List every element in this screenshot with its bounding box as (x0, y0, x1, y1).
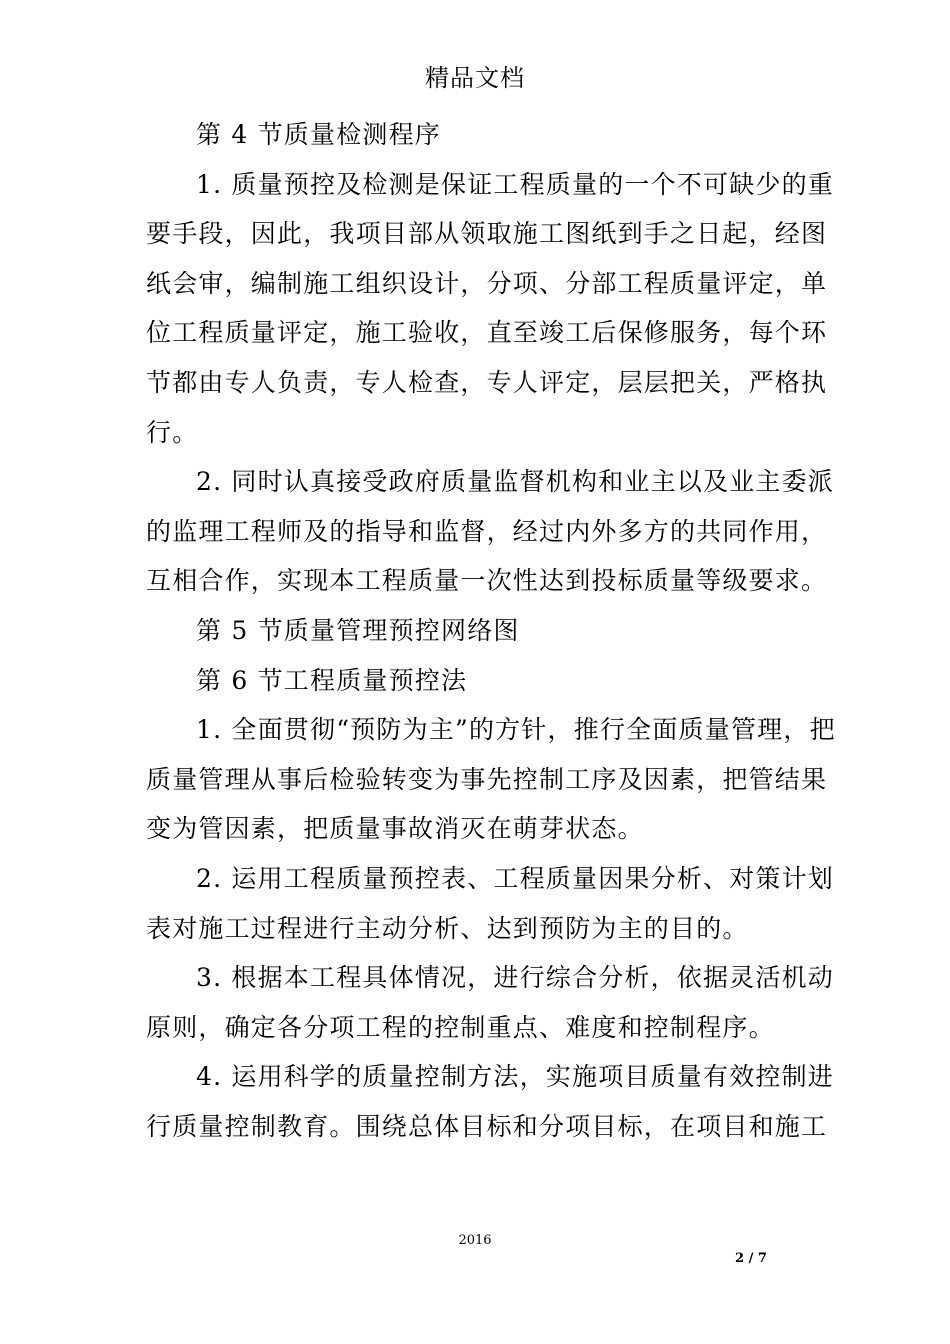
body-paragraph: 3. 根据本工程具体情况，进行综合分析，依据灵活机动原则，确定各分项工程的控制重点、难度和控制程序。 (146, 963, 835, 1042)
document-body (146, 110, 836, 1151)
section-heading-6: 第 6 节工程质量预控法 (196, 665, 468, 695)
section-heading-5: 第 5 节质量管理预控网络图 (196, 615, 520, 645)
body-paragraph: 2. 同时认真接受政府质量监督机构和业主以及业主委派的监理工程师及的指导和监督，经过内外多方的共同作用，互相合作，实现本工程质量一次性达到投标质量等级要求。 (146, 467, 835, 596)
page-number (735, 1250, 795, 1268)
page-current: 2 (735, 1251, 745, 1266)
page-header-title: 精品文档 (425, 64, 525, 92)
body-paragraph: 2. 运用工程质量预控表、工程质量因果分析、对策计划表对施工过程进行主动分析、达到预防为主的目的。 (146, 863, 835, 943)
body-paragraph: 4. 运用科学的质量控制方法，实施项目质量有效控制进行质量控制教育。围绕总体目标和分项目标，在项目和施工 (146, 1062, 835, 1141)
section-heading-4: 第 4 节质量检测程序 (196, 120, 442, 149)
page-separator: / (748, 1251, 754, 1266)
footer-year: 2016 (458, 1233, 492, 1248)
body-paragraph: 1. 全面贯彻“预防为主”的方针，推行全面质量管理，把质量管理从事后检验转变为事先控制工序及因素，把管结果变为管因素，把质量事故消灭在萌芽状态。 (146, 715, 836, 844)
body-paragraph: 1. 质量预控及检测是保证工程质量的一个不可缺少的重要手段，因此，我项目部从领取施工图纸到手之日起，经图纸会审，编制施工组织设计，分项、分部工程质量评定，单位工程质量评定，施工验收，直至竣工后保修服务，每个环节都由专人负责，专人检查，专人评定，层层把关，严格执行。 (146, 169, 835, 447)
page-total: 7 (757, 1251, 767, 1266)
